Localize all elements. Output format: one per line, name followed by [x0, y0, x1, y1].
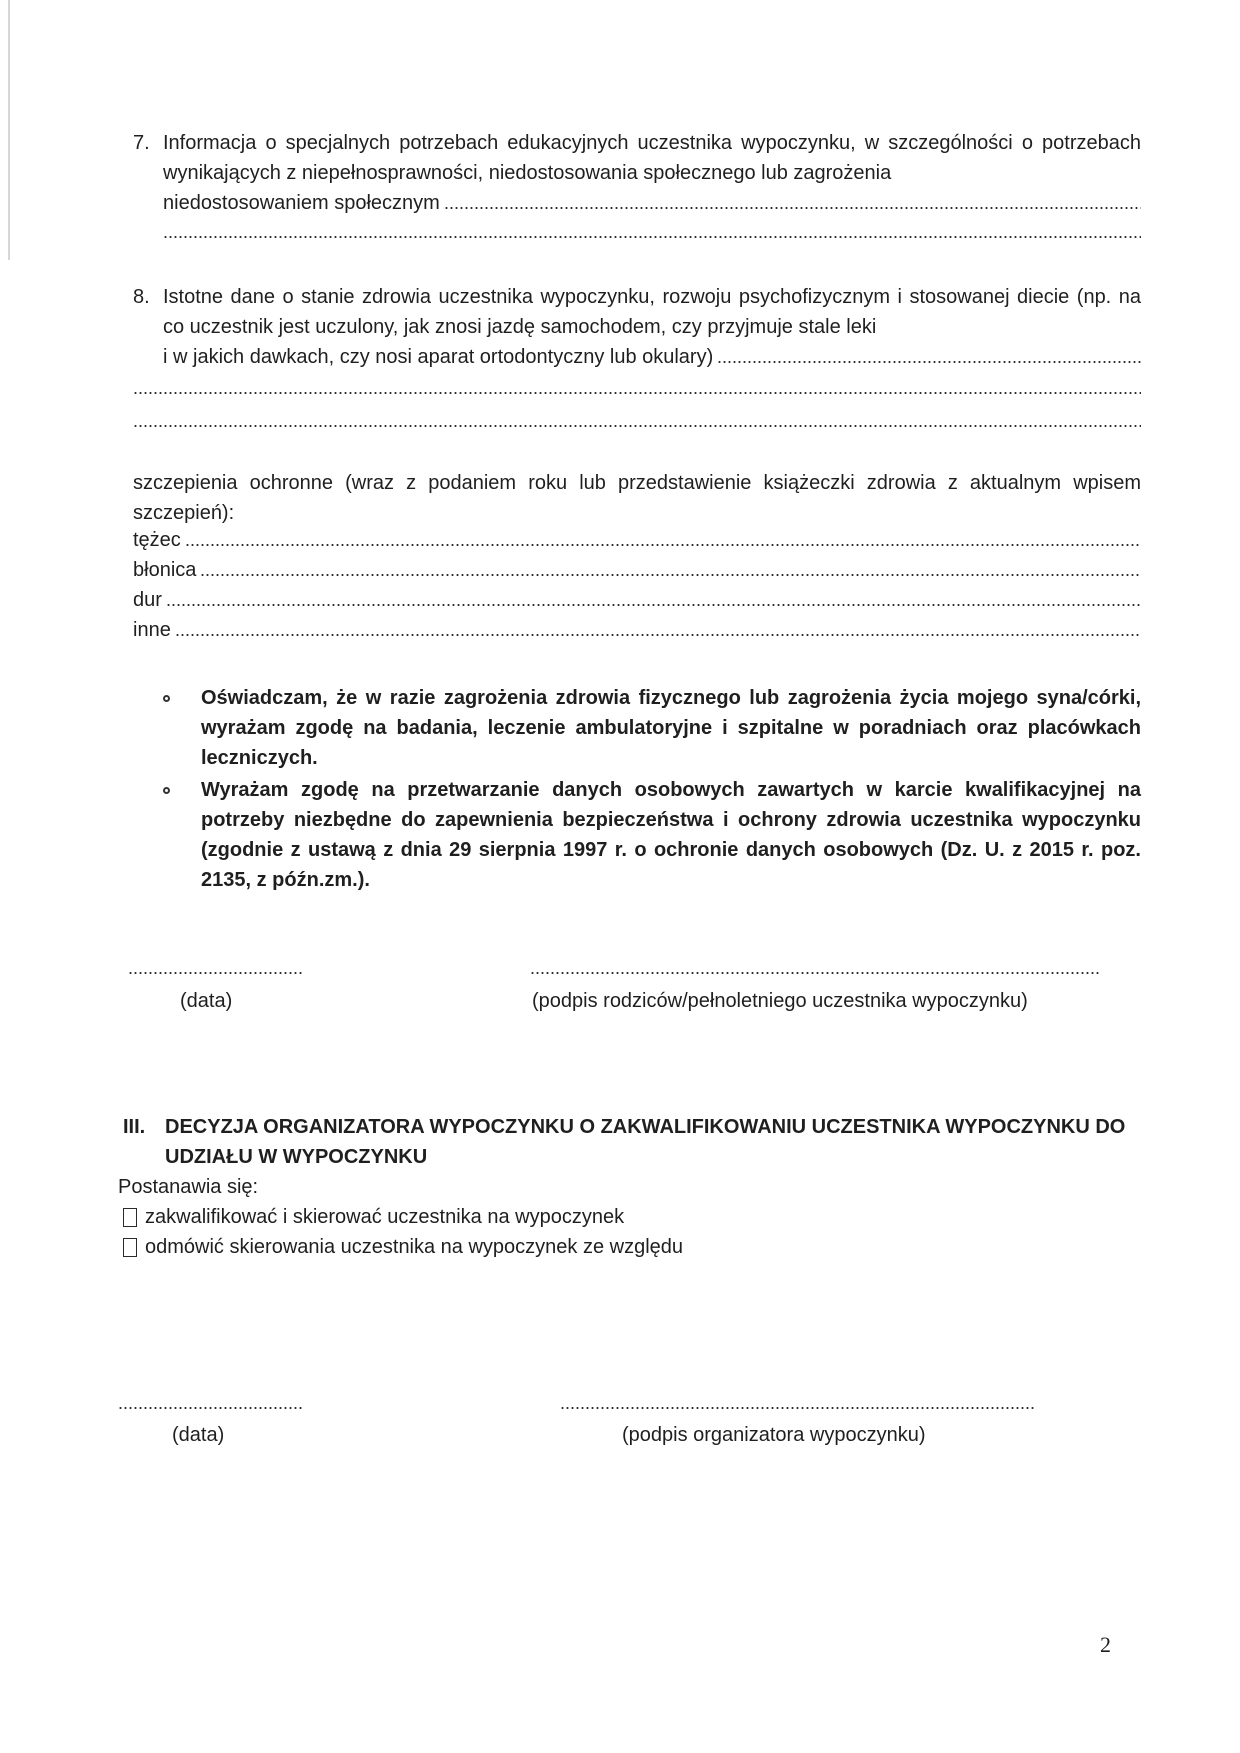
item-7-text: Informacja o specjalnych potrzebach edukacyjnych uczestnika wypoczynku, w szczególności o potrzebach wynikających z niepełnosprawności, niedostosowania społecznego lub zagrożenia — [163, 132, 1141, 184]
vaccination-dotted-field[interactable] — [200, 574, 1141, 576]
declaration-item — [163, 683, 1141, 773]
item-8-answer-line-1[interactable] — [163, 342, 1141, 372]
item-7-dotted-field[interactable] — [444, 207, 1141, 209]
item-8-dotted-line-3[interactable] — [133, 425, 1141, 427]
declaration-text: Wyrażam zgodę na przetwarzanie danych osobowych zawartych w karcie kwalifikacyjnej na potrzeby niezbędne do zapewnienia bezpieczeństwa i ochrony zdrowia uczestnika wypoczynku (zgodnie z ustawą z dnia 29 sierpnia 1997 r. o ochronie danych osobowych (Dz. U. z 2015 r. poz. 2135, z późn.zm.). — [201, 779, 1141, 891]
vaccination-row-tezec[interactable] — [133, 525, 1141, 555]
item-7-dotted-line-2[interactable] — [163, 236, 1141, 238]
declaration-text: Oświadczam, że w razie zagrożenia zdrowia fizycznego lub zagrożenia życia mojego syna/córki, wyrażam zgodę na badania, leczenie ambulatoryjne i szpitalne w poradniach oraz placówkach leczniczych. — [201, 687, 1141, 769]
item-7-number: 7. — [133, 132, 150, 154]
date-signature-field-2[interactable] — [118, 1407, 304, 1409]
decision-option-refuse[interactable] — [123, 1232, 683, 1262]
item-7-answer-line-1[interactable] — [163, 188, 1141, 218]
item-8-dotted-field[interactable] — [717, 361, 1141, 363]
decision-option-label: odmówić skierowania uczestnika na wypoczynek ze względu — [145, 1236, 684, 1258]
section-3-number: III. — [123, 1116, 146, 1138]
decision-intro: Postanawia się: — [118, 1176, 259, 1198]
vaccination-label: tężec — [133, 529, 181, 551]
declaration-item — [163, 775, 1141, 895]
vaccination-dotted-field[interactable] — [175, 634, 1141, 636]
vaccinations-intro: szczepienia ochronne (wraz z podaniem roku lub przedstawienie książeczki zdrowia z aktualnym wpisem szczepień): — [133, 472, 1141, 524]
page-number: 2 — [1100, 1632, 1111, 1657]
item-8-number: 8. — [133, 286, 150, 308]
scan-edge-line — [8, 0, 10, 260]
vaccination-row-dur[interactable] — [133, 585, 1141, 615]
date-label: (data) — [180, 990, 233, 1012]
parent-signature-field[interactable] — [530, 972, 1100, 974]
decision-option-label: zakwalifikować i skierować uczestnika na wypoczynek — [145, 1206, 625, 1228]
organizer-signature-field[interactable] — [560, 1407, 1034, 1409]
item-7-last-line: niedostosowaniem społecznym — [163, 192, 440, 214]
checkbox-icon[interactable] — [123, 1208, 137, 1227]
checkbox-icon[interactable] — [123, 1238, 137, 1257]
decision-option-qualify[interactable] — [123, 1202, 624, 1232]
bullet-icon — [163, 695, 170, 702]
item-8-text: Istotne dane o stanie zdrowia uczestnika wypoczynku, rozwoju psychofizycznym i stosowanej diecie (np. na co uczestnik jest uczulony, jak znosi jazdę samochodem, czy przyjmuje stale leki — [163, 286, 1141, 338]
section-3-title: DECYZJA ORGANIZATORA WYPOCZYNKU O ZAKWALIFIKOWANIU UCZESTNIKA WYPOCZYNKU DO UDZIAŁU W WYPOCZYNKU — [165, 1116, 1126, 1168]
item-8-last-line: i w jakich dawkach, czy nosi aparat ortodontyczny lub okulary) — [163, 346, 714, 368]
vaccination-label: inne — [133, 619, 171, 641]
vaccination-row-blonica[interactable] — [133, 555, 1141, 585]
declarations-list — [163, 683, 1141, 897]
vaccination-dotted-field[interactable] — [185, 544, 1141, 546]
organizer-signature-label: (podpis organizatora wypoczynku) — [622, 1424, 926, 1446]
parent-signature-label: (podpis rodziców/pełnoletniego uczestnika wypoczynku) — [532, 990, 1028, 1012]
vaccination-dotted-field[interactable] — [166, 604, 1141, 606]
bullet-icon — [163, 787, 170, 794]
item-8-dotted-line-2[interactable] — [133, 392, 1141, 394]
date-label-2: (data) — [172, 1424, 225, 1446]
vaccination-row-inne[interactable] — [133, 615, 1141, 645]
vaccination-label: dur — [133, 589, 162, 611]
vaccination-label: błonica — [133, 559, 197, 581]
date-signature-field[interactable] — [128, 972, 303, 974]
